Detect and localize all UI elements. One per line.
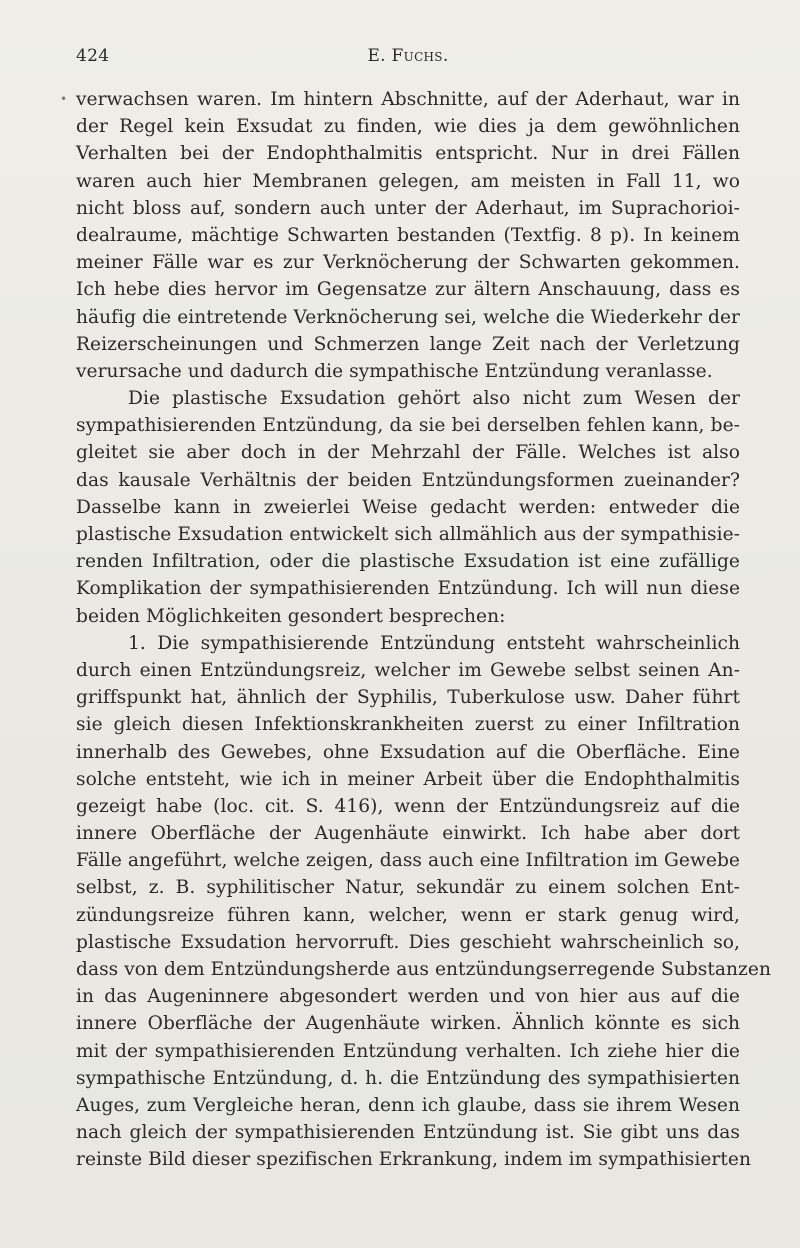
text-line: verwachsen waren. Im hintern Abschnitte, auf der Aderhaut, war in xyxy=(76,89,740,110)
text-line: gezeigt habe (loc. cit. S. 416), wenn der Entzündungsreiz auf die xyxy=(76,795,740,817)
text-line: renden Infiltration, oder die plastische Exsudation ist eine zufällige xyxy=(76,551,740,573)
page-number: 424 xyxy=(76,46,110,66)
text-line: Ich hebe dies hervor im Gegensatze zur ältern Anschauung, dass es xyxy=(76,279,740,301)
text-line: gleitet sie aber doch in der Mehrzahl der Fälle. Welches ist also xyxy=(76,442,740,464)
text-line: Fälle angeführt, welche zeigen, dass auch eine Infiltration im Gewebe xyxy=(76,850,740,872)
text-line: sympathische Entzündung, d. h. die Entzündung des sympathisierten xyxy=(76,1067,740,1089)
text-line: 1. Die sympathisierende Entzündung entsteht wahrscheinlich xyxy=(128,632,740,654)
text-line: Komplikation der sympathisierenden Entzündung. Ich will nun diese xyxy=(76,578,740,600)
margin-speck: • xyxy=(60,92,68,106)
text-line: dealraume, mächtige Schwarten bestanden (Textfig. 8 p). In keinem xyxy=(76,224,740,246)
text-line: innerhalb des Gewebes, ohne Exsudation auf die Oberfläche. Eine xyxy=(76,741,740,763)
text-line: innere Oberfläche der Augenhäute einwirkt. Ich habe aber dort xyxy=(76,823,740,845)
text-line: häufig die eintretende Verknöcherung sei, welche die Wiederkehr der xyxy=(76,306,740,328)
text-line: sie gleich diesen Infektionskrankheiten zuerst zu einer Infiltration xyxy=(76,714,740,736)
text-line: solche entsteht, wie ich in meiner Arbeit über die Endophthalmitis xyxy=(76,768,740,790)
text-line: griffspunkt hat, ähnlich der Syphilis, Tuberkulose usw. Daher führt xyxy=(76,687,740,709)
text-line: plastische Exsudation entwickelt sich allmählich aus der sympathisie- xyxy=(76,524,740,545)
text-line: nicht bloss auf, sondern auch unter der Aderhaut, im Suprachorioi- xyxy=(76,197,740,219)
text-line: innere Oberfläche der Augenhäute wirken. Ähnlich könnte es sich xyxy=(76,1013,740,1035)
text-line: Reizerscheinungen und Schmerzen lange Zeit nach der Verletzung xyxy=(76,333,740,355)
text-line: Dasselbe kann in zweierlei Weise gedacht werden: entweder die xyxy=(76,496,740,518)
text-line: in das Augeninnere abgesondert werden und von hier aus auf die xyxy=(76,986,740,1008)
text-line: der Regel kein Exsudat zu finden, wie dies ja dem gewöhnlichen xyxy=(76,116,740,138)
text-line: das kausale Verhältnis der beiden Entzündungsformen zueinander? xyxy=(76,469,740,491)
text-line: Verhalten bei der Endophthalmitis entspricht. Nur in drei Fällen xyxy=(76,143,740,165)
text-line: verursache und dadurch die sympathische Entzündung veranlasse. xyxy=(76,360,713,382)
text-line: dass von dem Entzündungsherde aus entzündungserregende Substanzen xyxy=(76,959,771,980)
running-head-author: E. Fuchs. xyxy=(367,46,449,66)
text-line: nach gleich der sympathisierenden Entzündung ist. Sie gibt uns das xyxy=(76,1122,740,1144)
body-text xyxy=(76,86,771,1174)
text-line: Auges, zum Vergleiche heran, denn ich glaube, dass sie ihrem Wesen xyxy=(76,1094,740,1116)
text-line: reinste Bild dieser spezifischen Erkrankung, indem im sympathisierten xyxy=(76,1149,751,1171)
text-line: sympathisierenden Entzündung, da sie bei derselben fehlen kann, be- xyxy=(76,415,740,437)
text-line: beiden Möglichkeiten gesondert besprechen: xyxy=(76,605,506,627)
text-line: zündungsreize führen kann, welcher, wenn er stark genug wird, xyxy=(76,904,740,926)
text-line: waren auch hier Membranen gelegen, am meisten in Fall 11, wo xyxy=(76,170,740,192)
text-line: mit der sympathisierenden Entzündung verhalten. Ich ziehe hier die xyxy=(76,1040,740,1062)
text-line: plastische Exsudation hervorruft. Dies geschieht wahrscheinlich so, xyxy=(76,931,740,953)
text-line: meiner Fälle war es zur Verknöcherung der Schwarten gekommen. xyxy=(76,252,740,274)
running-head xyxy=(76,46,740,74)
text-line: durch einen Entzündungsreiz, welcher im Gewebe selbst seinen An- xyxy=(76,659,740,681)
text-line: selbst, z. B. syphilitischer Natur, sekundär zu einem solchen Ent- xyxy=(76,877,740,899)
text-line: Die plastische Exsudation gehört also nicht zum Wesen der xyxy=(128,388,740,410)
